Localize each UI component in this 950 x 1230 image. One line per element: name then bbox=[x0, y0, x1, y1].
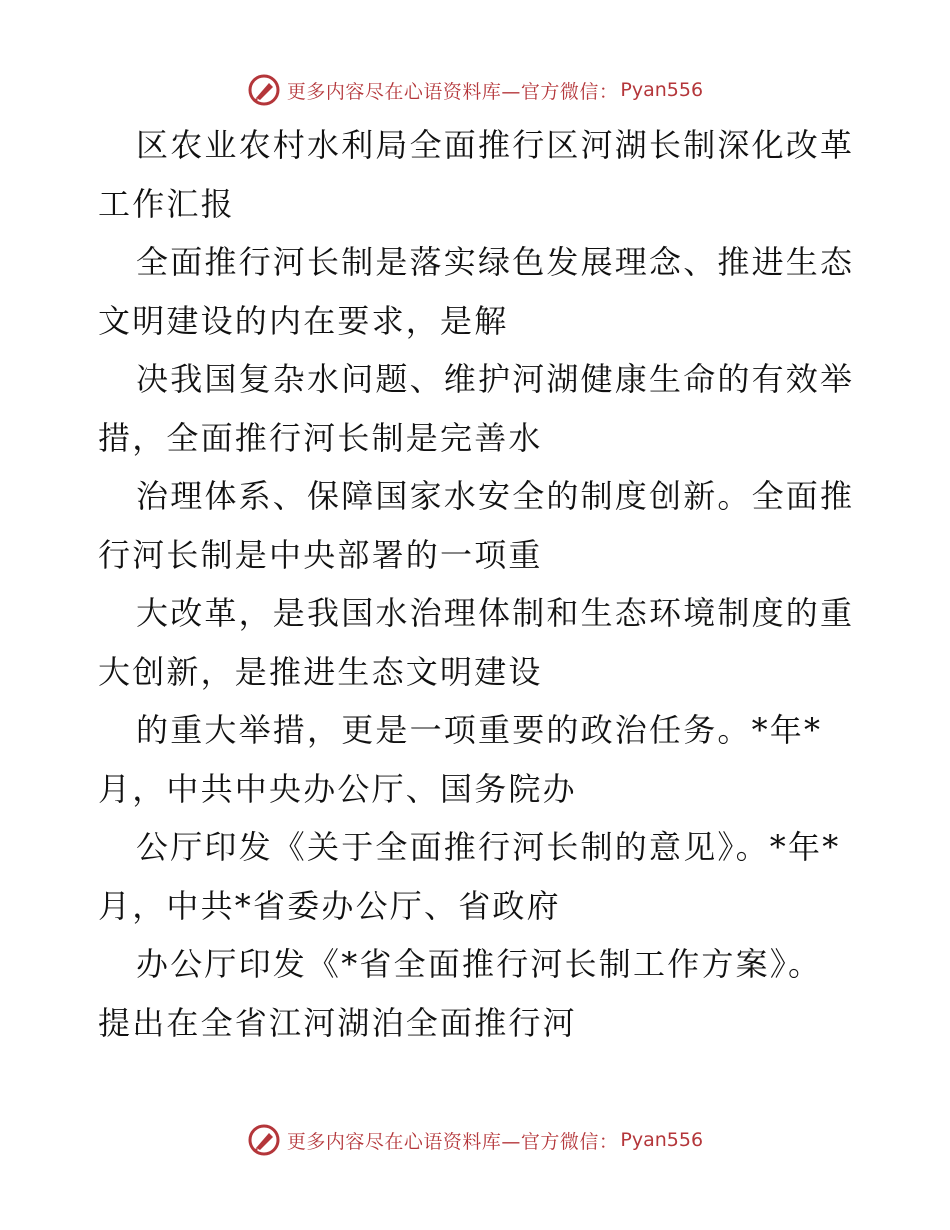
watermark-wechat-id: Pyan556 bbox=[620, 1129, 704, 1151]
text-line-11: 的重大举措，更是一项重要的政治任务。*年* bbox=[136, 711, 823, 749]
watermark-wechat-id: Pyan556 bbox=[620, 79, 704, 101]
text-line-1: 区农业农村水利局全面推行区河湖长制深化改革 bbox=[136, 126, 855, 164]
text-line-7: 治理体系、保障国家水安全的制度创新。全面推 bbox=[136, 477, 855, 515]
text-line-3: 全面推行河长制是落实绿色发展理念、推进生态 bbox=[136, 243, 855, 281]
watermark-text: 更多内容尽在心语资料库—官方微信： bbox=[286, 1130, 619, 1153]
text-line-15: 办公厅印发《*省全面推行河长制工作方案》。 bbox=[136, 945, 823, 983]
text-line-10: 大创新，是推进生态文明建设 bbox=[98, 652, 543, 691]
text-line-4: 文明建设的内在要求，是解 bbox=[98, 301, 509, 340]
text-line-8: 行河长制是中央部署的一项重 bbox=[98, 535, 543, 574]
watermark-text: 更多内容尽在心语资料库—官方微信： bbox=[286, 80, 619, 103]
pen-logo-icon bbox=[247, 73, 281, 107]
pen-logo-icon bbox=[247, 1123, 281, 1157]
text-line-2: 工作汇报 bbox=[98, 184, 235, 223]
text-line-5: 决我国复杂水问题、维护河湖健康生命的有效举 bbox=[136, 360, 855, 398]
text-line-16: 提出在全省江河湖泊全面推行河 bbox=[98, 1003, 577, 1042]
text-line-13: 公厅印发《关于全面推行河长制的意见》。*年* bbox=[136, 828, 841, 866]
text-line-9: 大改革，是我国水治理体制和生态环境制度的重 bbox=[136, 594, 855, 632]
footer-watermark bbox=[0, 1120, 950, 1160]
header-watermark bbox=[0, 70, 950, 110]
document-body bbox=[98, 116, 858, 1052]
text-line-6: 措，全面推行河长制是完善水 bbox=[98, 418, 543, 457]
text-line-12: 月，中共中央办公厅、国务院办 bbox=[98, 769, 577, 808]
text-line-14: 月，中共*省委办公厅、省政府 bbox=[98, 886, 561, 925]
